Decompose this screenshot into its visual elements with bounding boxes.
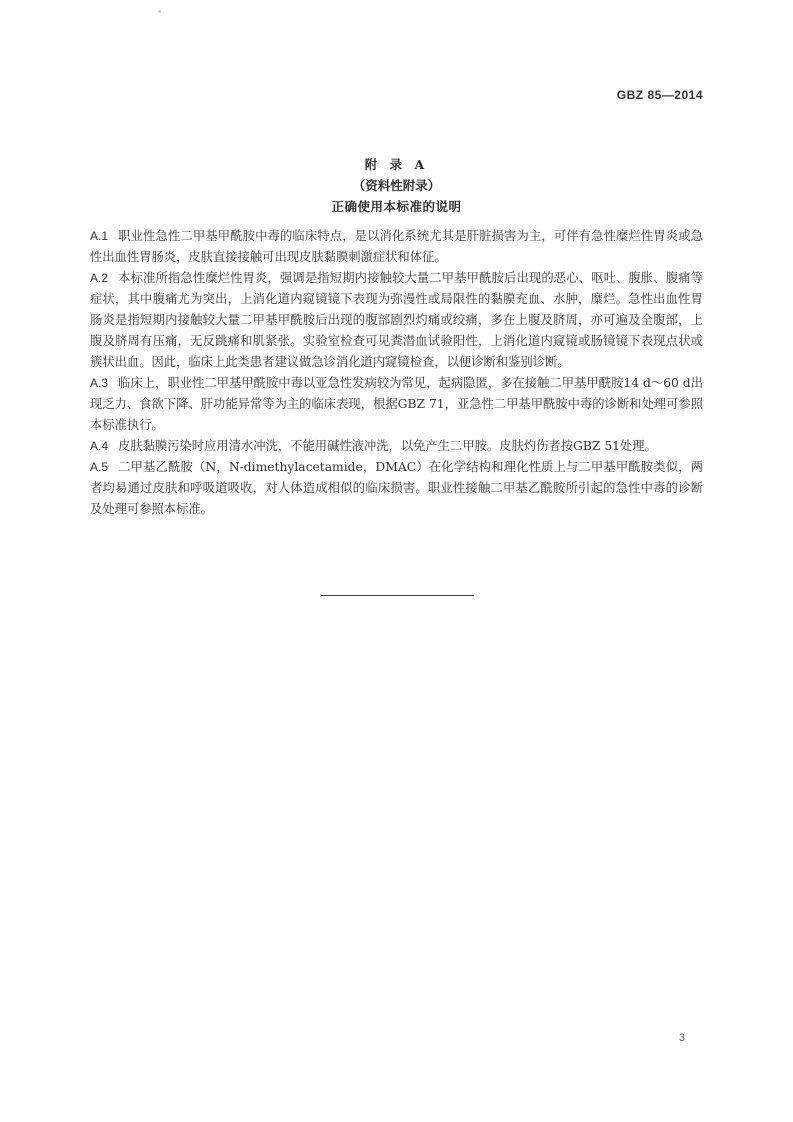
clause-text: 皮肤黏膜污染时应用清水冲洗，不能用碱性液冲洗，以免产生二甲胺。皮肤灼伤者按GBZ 51处理。 bbox=[118, 439, 657, 453]
appendix-subtitle: （资料性附录） bbox=[352, 178, 441, 193]
clause-number: A.4 bbox=[90, 439, 109, 453]
end-of-document-rule bbox=[321, 595, 474, 596]
clause-a3 bbox=[90, 373, 703, 436]
clause-text: 临床上，职业性二甲基甲酰胺中毒以亚急性发病较为常见，起病隐匿，多在接触二甲基甲酰胺14 d～60 d出现乏力、食欲下降、肝功能异常等为主的临床表现，根据GBZ 71，亚急性二甲基甲酰胺中毒的诊断和处理可参照本标准执行。 bbox=[90, 376, 703, 432]
clause-number: A.2 bbox=[90, 271, 109, 285]
clause-a4 bbox=[90, 436, 703, 457]
clause-a5 bbox=[90, 457, 703, 520]
clause-a2 bbox=[90, 268, 703, 373]
appendix-body bbox=[90, 226, 703, 520]
appendix-heading: 正确使用本标准的说明 bbox=[331, 199, 462, 214]
appendix-header bbox=[0, 154, 793, 217]
clause-text: 职业性急性二甲基甲酰胺中毒的临床特点，是以消化系统尤其是肝脏损害为主，可伴有急性糜烂性胃炎或急性出血性胃肠炎，皮肤直接接触可出现皮肤黏膜刺激症状和体征。 bbox=[90, 229, 703, 264]
clause-a1 bbox=[90, 226, 703, 268]
standard-code: GBZ 85—2014 bbox=[616, 88, 703, 102]
appendix-title: 附 录 A bbox=[364, 157, 429, 172]
clause-number: A.3 bbox=[90, 376, 109, 390]
scan-speck bbox=[158, 10, 161, 13]
clause-text: 二甲基乙酰胺（N，N-dimethylacetamide，DMAC）在化学结构和理化性质上与二甲基甲酰胺类似，两者均易通过皮肤和呼吸道吸收，对人体造成相似的临床损害。职业性接触二甲基乙酰胺所引起的急性中毒的诊断及处理可参照本标准。 bbox=[90, 460, 703, 516]
page-number: 3 bbox=[678, 1032, 685, 1044]
clause-number: A.1 bbox=[90, 229, 109, 243]
clause-number: A.5 bbox=[90, 460, 109, 474]
clause-text: 本标准所指急性糜烂性胃炎，强调是指短期内接触较大量二甲基甲酰胺后出现的恶心、呕吐、腹胀、腹痛等症状，其中腹痛尤为突出，上消化道内窥镜镜下表现为弥漫性或局限性的黏膜充血、水肿，糜烂。急性出血性胃肠炎是指短期内接触较大量二甲基甲酰胺后出现的腹部剧烈灼痛或绞痛，多在上腹及脐周，亦可遍及全腹部，上腹及脐周有压痛，无反跳痛和肌紧张。实验室检查可见粪潜血试验阳性，上消化道内窥镜或肠镜镜下表现点状或簇状出血。因此，临床上此类患者建议做急诊消化道内窥镜检查，以便诊断和鉴别诊断。 bbox=[90, 271, 703, 369]
